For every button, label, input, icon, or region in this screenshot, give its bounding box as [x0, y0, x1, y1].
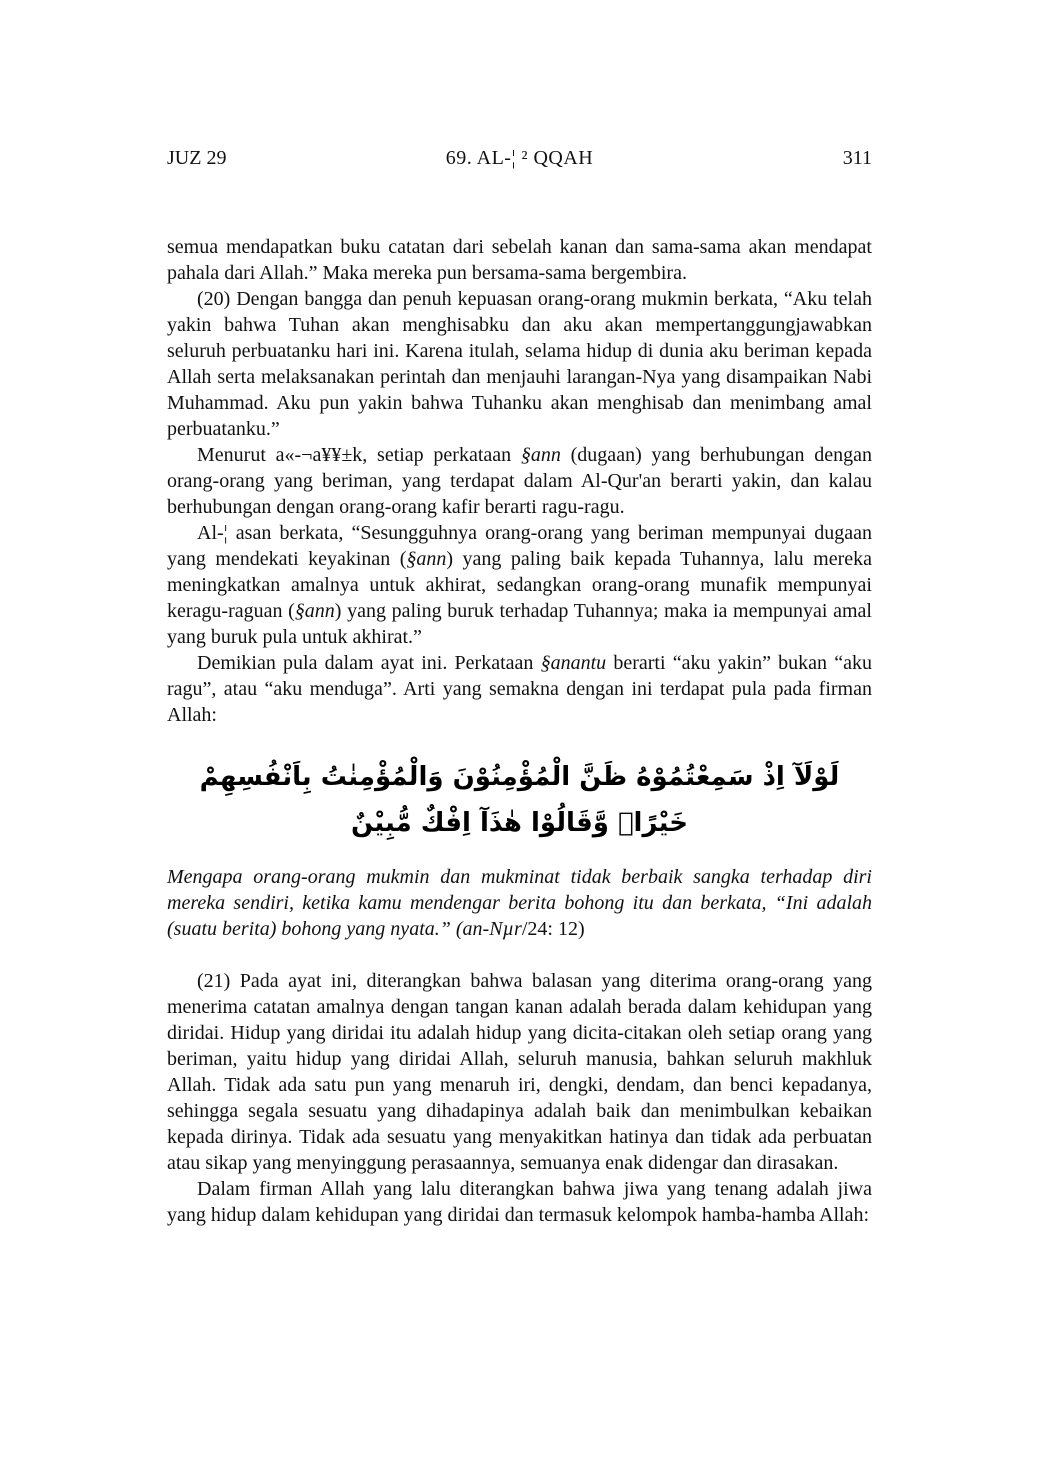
text-segment: Dalam firman Allah yang lalu diterangkan bahwa jiwa yang tenang adalah jiwa yang hidup dalam kehidupan yang diridai dan termasuk kelompok hamba-hamba Allah:: [167, 1178, 872, 1226]
paragraph-continuation: [167, 234, 872, 286]
body-blocks: [167, 234, 872, 1228]
text-segment: §ann: [406, 548, 447, 570]
text-segment: (20) Dengan bangga dan penuh kepuasan orang-orang mukmin berkata, “Aku telah yakin bahwa Tuhan akan menghisabku dan aku akan mempertanggungjawabkan seluruh perbuatanku hari ini. Karena itulah, selama hidup di dunia aku beriman kepada Allah serta melaksanakan perintah dan menjauhi larangan-Nya yang disampaikan Nabi Muhammad. Aku pun yakin bahwa Tuhanku akan menghisab dan menimbang amal perbuatanku.”: [167, 288, 872, 440]
paragraph-ayat-21: [167, 968, 872, 1176]
text-segment: /24: 12): [521, 918, 585, 940]
text-segment: Al-¦ asan berkata, “Sesungguhnya orang-orang yang beriman mempunyai dugaan yang mendekati keyakinan (: [167, 522, 872, 570]
page-number: 311: [842, 147, 872, 169]
paragraph-ayat-20: [167, 286, 872, 442]
text-segment: §ann: [520, 444, 561, 466]
surah-title: 69. AL-¦ ² QQAH: [445, 147, 594, 169]
text-segment: Menurut a«-¬a¥¥±k, setiap perkataan: [197, 444, 521, 466]
arabic-verse: لَوْلَآ اِذْ سَمِعْتُمُوْهُ ظَنَّ الْمُؤْمِنُوْنَ وَالْمُؤْمِنٰتُ بِاَنْفُسِهِمْ خَيْرًاۙ وَّقَالُوْا هٰذَآ اِفْكٌ مُّبِيْنٌ: [199, 762, 840, 838]
paragraph-zanantu: [167, 650, 872, 728]
text-segment: §ann: [294, 600, 335, 622]
paragraph-hasan: [167, 520, 872, 650]
text-segment: Mengapa orang-orang mukmin dan mukminat tidak berbaik sangka terhadap diri mereka sendiri, ketika kamu mendengar berita bohong itu dan berkata, “Ini adalah (suatu berita) bohong yang nyata.”: [167, 866, 872, 940]
juz-label: JUZ 29: [167, 147, 227, 169]
text-segment: ) yang paling baik kepada Tuhannya, lalu mereka meningkatkan amalnya untuk akhirat, sedangkan orang-orang munafik mempunyai keragu-raguan (: [167, 548, 872, 622]
paragraph-translation: [167, 864, 872, 942]
text-segment: (21) Pada ayat ini, diterangkan bahwa balasan yang diterima orang-orang yang menerima catatan amalnya dengan tangan kanan adalah berada dalam kehidupan yang diridai. Hidup yang diridai itu adalah hidup yang dicita-citakan oleh setiap orang yang beriman, yaitu hidup yang diridai Allah, seluruh manusia, bahkan seluruh makhluk Allah. Tidak ada satu pun yang menaruh iri, dengki, dendam, dan benci kepadanya, sehingga segala sesuatu yang dihadapinya adalah baik dan menimbulkan kebaikan kepada dirinya. Tidak ada sesuatu yang menyakitkan hatinya dan tidak ada perbuatan atau sikap yang menyinggung perasaannya, semuanya enak didengar dan dirasakan.: [167, 970, 872, 1174]
page-header: [167, 146, 872, 170]
text-segment: §anantu: [540, 652, 607, 674]
text-segment: ) yang paling buruk terhadap Tuhannya; maka ia mempunyai amal yang buruk pula untuk akhirat.”: [167, 600, 872, 648]
text-segment: semua mendapatkan buku catatan dari sebelah kanan dan sama-sama akan mendapat pahala dari Allah.” Maka mereka pun bersama-sama bergembira.: [167, 236, 872, 284]
text-segment: Demikian pula dalam ayat ini. Perkataan: [197, 652, 541, 674]
paragraph-closing: [167, 1176, 872, 1228]
text-segment: (an-Nµr: [455, 918, 522, 940]
text-segment: berarti “aku yakin” bukan “aku ragu”, atau “aku menduga”. Arti yang semakna dengan ini terdapat pula pada firman Allah:: [167, 652, 872, 726]
text-segment: (dugaan) yang berhubungan dengan orang-orang yang beriman, yang terdapat dalam Al-Qur'an berarti yakin, dan kalau berhubungan dengan orang-orang kafir berarti ragu-ragu.: [167, 444, 873, 518]
paragraph-dhahhak: [167, 442, 872, 520]
